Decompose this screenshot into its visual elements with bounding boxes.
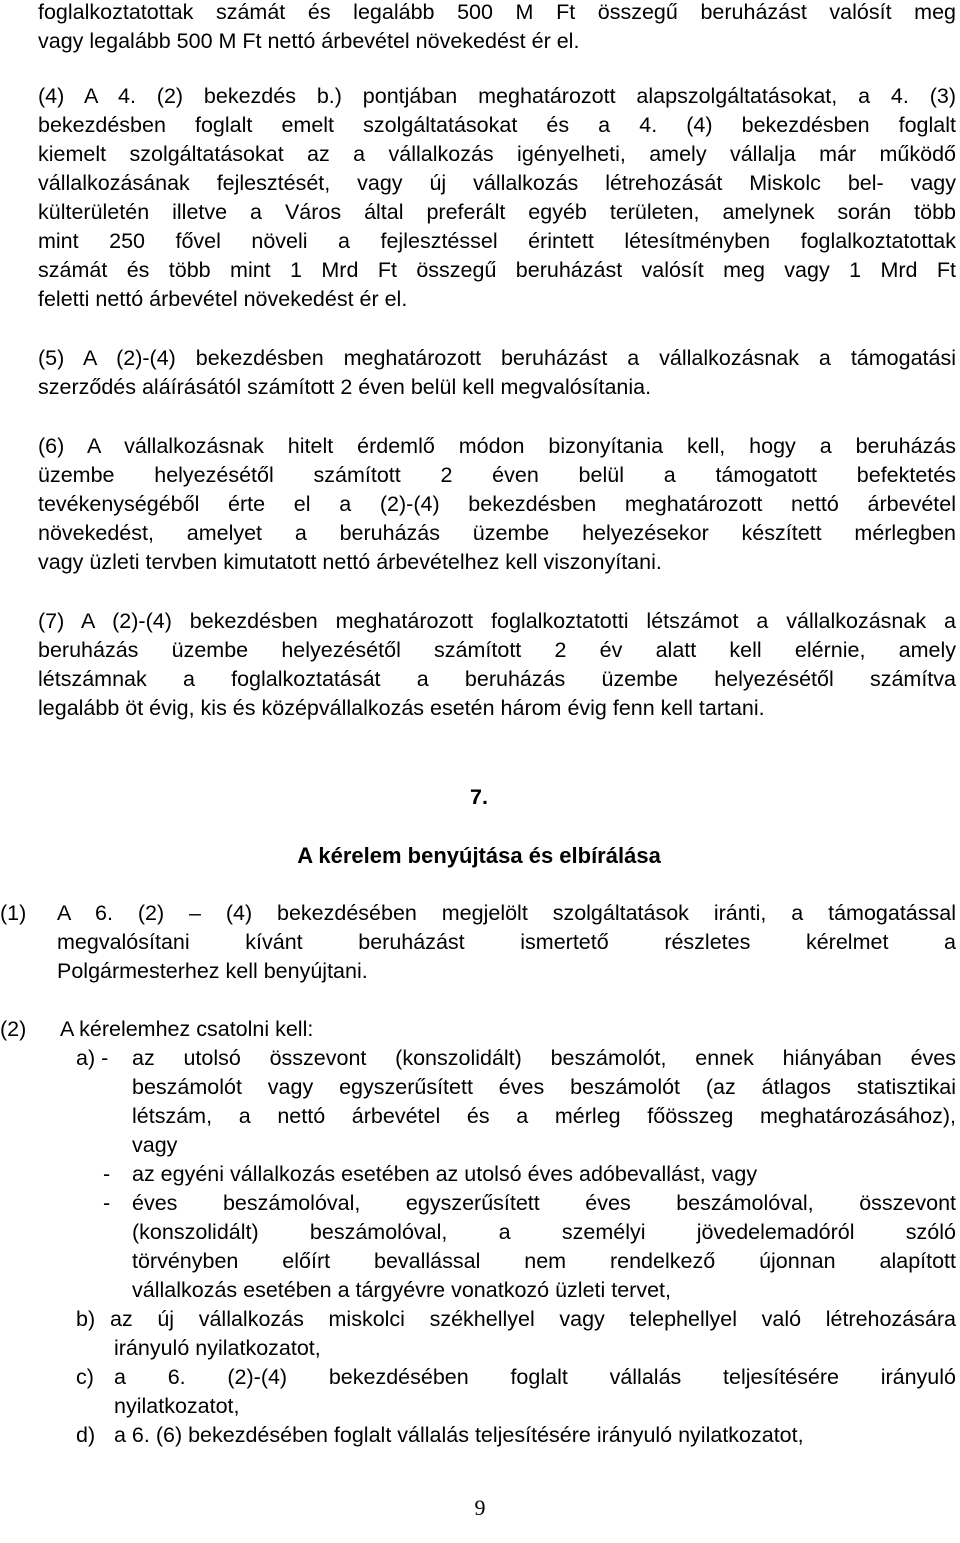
text-line: (5) A (2)-(4) bekezdésben meghatározott beruházást a vállalkozásnak a támogatási: [38, 346, 956, 370]
text-line: (6) A vállalkozásnak hitelt érdemlő módon bizonyítania kell, hogy a beruházás: [38, 434, 956, 458]
section-title: A kérelem benyújtása és elbírálása: [297, 843, 661, 868]
page-number: 9: [474, 1495, 486, 1520]
text-line: (7) A (2)-(4) bekezdésben meghatározott foglalkoztatotti létszámot a vállalkozásnak a: [38, 609, 956, 633]
text-line: legalább öt évig, kis és középvállalkozás esetén három évig fenn kell tartani.: [38, 696, 765, 720]
text-line: beszámolót vagy egyszerűsített éves beszámolót (az átlagos statisztikai: [132, 1075, 956, 1099]
text-line: a 6. (6) bekezdésében foglalt vállalás teljesítésére irányuló nyilatkozatot,: [114, 1423, 804, 1447]
text-line: bekezdésben foglalt emelt szolgáltatásokat és a 4. (4) bekezdésben foglalt: [38, 113, 956, 137]
text-line: megvalósítani kívánt beruházást ismertető részletes kérelmet a: [57, 930, 956, 954]
text-line: beruházás üzembe helyezésétől számított 2 év alatt kell elérnie, amely: [38, 638, 956, 662]
paragraph-continuation: [38, 0, 956, 56]
text-line: vállalkozásának fejlesztését, vagy új vállalkozás létrehozását Miskolc bel- vagy: [38, 171, 956, 195]
text-line: az egyéni vállalkozás esetében az utolsó éves adóbevallást, vagy: [132, 1162, 758, 1186]
text-line: (4) A 4. (2) bekezdés b.) pontjában meghatározott alapszolgáltatásokat, a 4. (3): [38, 84, 956, 108]
text-line: (konszolidált) beszámolóval, a személyi jövedelemadóról szóló: [132, 1220, 956, 1244]
text-line: vállalkozás esetében a tárgyévre vonatkozó üzleti tervet,: [132, 1278, 671, 1302]
text-line: vagy legalább 500 M Ft nettó árbevétel növekedést ér el.: [38, 29, 580, 53]
paragraph-6: [38, 432, 956, 577]
text-line: a 6. (2)-(4) bekezdésében foglalt vállalás teljesítésére irányuló: [114, 1365, 956, 1389]
paragraph-5: [38, 344, 956, 402]
subsection-label: (1): [0, 901, 27, 925]
text-line: növekedést, amelyet a beruházás üzembe helyezésekor készített mérlegben: [38, 521, 956, 545]
list-marker: -: [103, 1191, 111, 1215]
list-marker: -: [103, 1162, 111, 1186]
text-line: létszámnak a foglalkoztatását a beruházás üzembe helyezésétől számítva: [38, 667, 956, 691]
text-line: irányuló nyilatkozatot,: [114, 1336, 321, 1360]
list-marker: c): [76, 1365, 94, 1389]
text-line: vagy: [132, 1133, 178, 1157]
list-marker: a) -: [76, 1046, 109, 1070]
text-line: Polgármesterhez kell benyújtani.: [57, 959, 368, 983]
text-line: kiemelt szolgáltatásokat az a vállalkozás igényelheti, amely vállalja már működő: [38, 142, 956, 166]
text-line: az utolsó összevont (konszolidált) beszámolót, ennek hiányában éves: [132, 1046, 956, 1070]
text-line: külterületén illetve a Város által preferált egyéb területen, amelynek során több: [38, 200, 956, 224]
text-line: az új vállalkozás miskolci székhellyel vagy telephellyel való létrehozására: [110, 1307, 956, 1331]
text-line: létszám, a nettó árbevétel és a mérleg főösszeg meghatározásához),: [132, 1104, 956, 1128]
text-line: nyilatkozatot,: [114, 1394, 240, 1418]
text-line: számát és több mint 1 Mrd Ft összegű beruházást valósít meg vagy 1 Mrd Ft: [38, 258, 956, 282]
subsection-label: (2): [0, 1017, 27, 1041]
list-marker: d): [76, 1423, 96, 1447]
text-line: éves beszámolóval, egyszerűsített éves beszámolóval, összevont: [132, 1191, 956, 1215]
text-line: törvényben előírt bevallással nem rendelkező újonnan alapított: [132, 1249, 956, 1273]
text-line: szerződés aláírásától számított 2 éven belül kell megvalósítania.: [38, 375, 652, 399]
section-number: 7.: [470, 785, 488, 809]
text-line: foglalkoztatottak számát és legalább 500 M Ft összegű beruházást valósít meg: [38, 0, 956, 24]
paragraph-4: [38, 82, 956, 314]
text-line: üzembe helyezésétől számított 2 éven belül a támogatott befektetés: [38, 463, 956, 487]
paragraph-7: [38, 607, 956, 723]
text-line: mint 250 fővel növeli a fejlesztéssel érintett létesítményben foglalkoztatottak: [38, 229, 956, 253]
list-marker: b): [76, 1307, 96, 1331]
subsection-intro: A kérelemhez csatolni kell:: [60, 1017, 314, 1041]
text-line: A 6. (2) – (4) bekezdésében megjelölt szolgáltatások iránti, a támogatással: [57, 901, 956, 925]
text-line: feletti nettó árbevétel növekedést ér el.: [38, 287, 408, 311]
text-line: vagy üzleti tervben kimutatott nettó árbevételhez kell viszonyítani.: [38, 550, 662, 574]
text-line: tevékenységéből érte el a (2)-(4) bekezdésben meghatározott nettó árbevétel: [38, 492, 956, 516]
